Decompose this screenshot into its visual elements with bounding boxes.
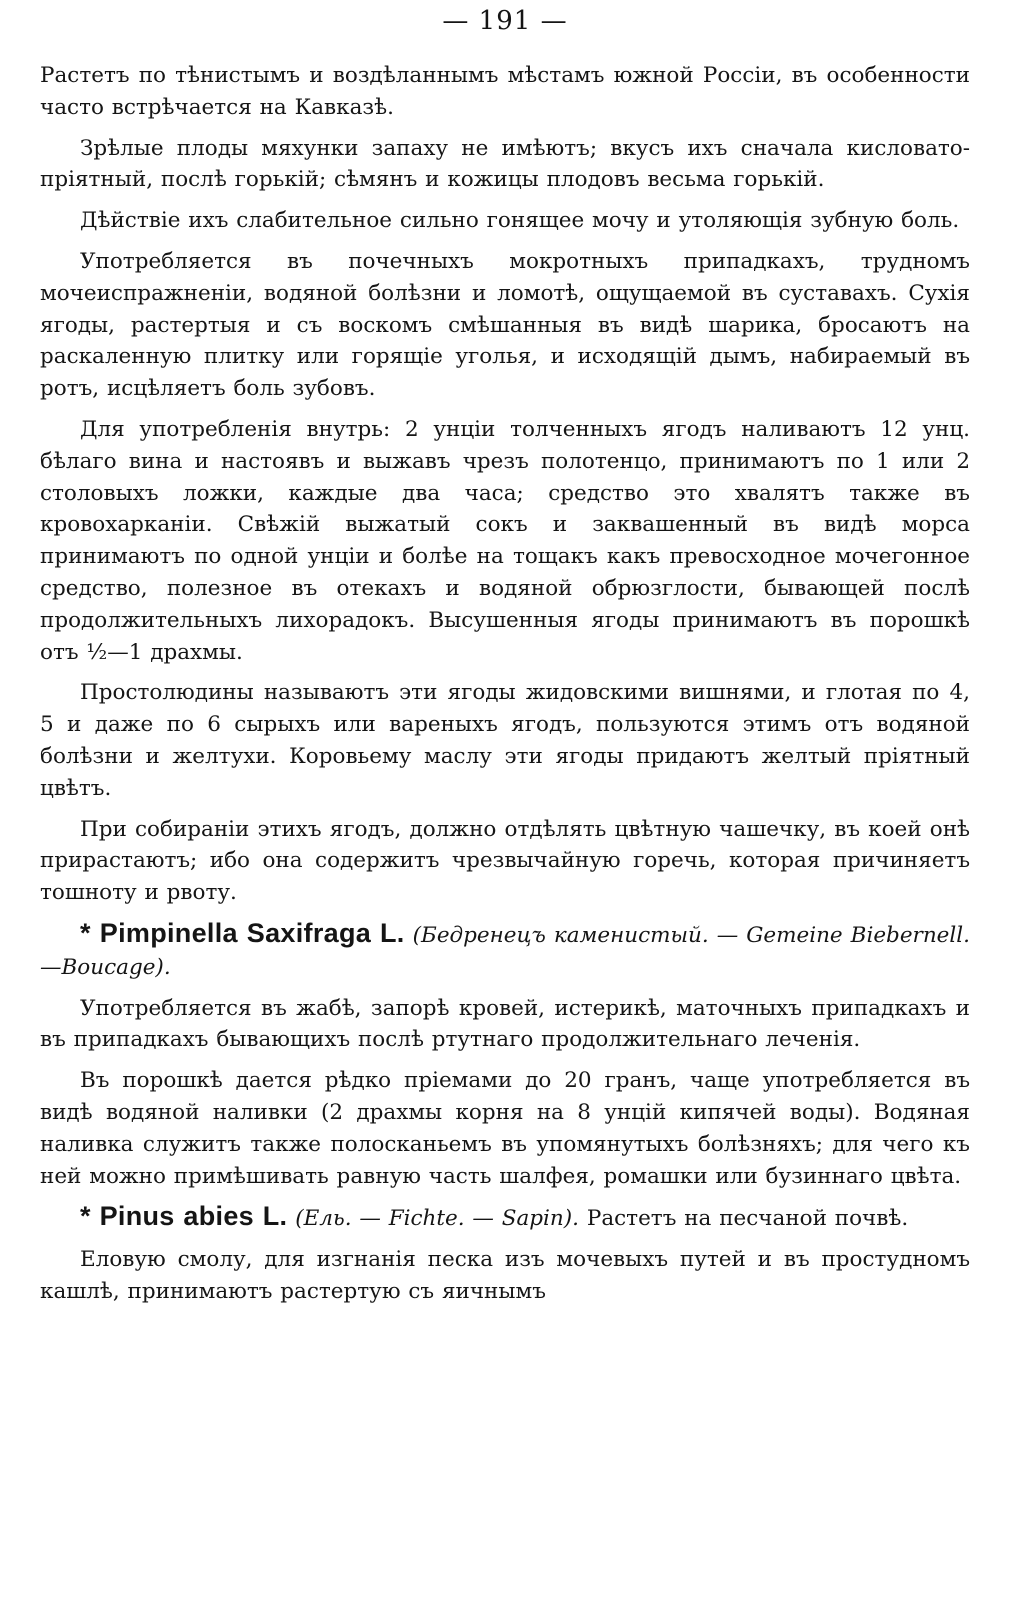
page-number: — 191 — [442,6,568,36]
entry-heading-pimpinella [40,918,970,984]
document-page [40,0,970,1317]
paragraph-pimpinella-usage: Употребляется въ жабѣ, запорѣ кровей, истерикѣ, маточныхъ припадкахъ и въ припадкахъ бывающихъ послѣ ртутнаго продолжительнаго леченія. [40,995,970,1053]
entry-latin-name: * Pinus abies L. [80,1201,288,1232]
paragraph-action: Дѣйствіе ихъ слабительное сильно гонящее мочу и утоляющія зубную боль. [80,208,960,234]
entry-heading-pinus [40,1201,970,1235]
entry-habitat: Растетъ на песчаной почвѣ. [586,1206,909,1232]
entry-synonyms: (Бедренецъ каменистый. — Gemeine Biebernell.—Boucage). [40,922,970,980]
paragraph-pinus-usage: Еловую смолу, для изгнанія песка изъ мочевыхъ путей и въ простудномъ кашлѣ, принимаютъ растертую съ яичнымъ [40,1247,970,1304]
entry-synonyms: (Ель. — Fichte. — Sapin). [295,1206,580,1232]
paragraph-taste: Зрѣлые плоды мяхунки запаху не имѣютъ; вкусъ ихъ сначала кисловато-пріятный, послѣ горькій; сѣмянъ и кожицы плодовъ весьма горькій. [40,135,970,193]
paragraph-internal-use: Для употребленія внутрь: 2 унціи толченныхъ ягодъ наливаютъ 12 унц. бѣлаго вина и настоявъ и выжавъ чрезъ полотенцо, принимаютъ по 1 или 2 столовыхъ ложки, каждые два часа; средство это хвалятъ также въ кровохарканіи. Свѣжій выжатый сокъ и заквашенный въ видѣ морса принимаютъ по одной унціи и болѣе на тощакъ какъ превосходное мочегонное средство, полезное въ отекахъ и водяной обрюзглости, бывающей послѣ продолжительныхъ лихорадокъ. Высушенныя ягоды принимаютъ въ порошкѣ отъ ½—1 драхмы. [40,416,970,665]
paragraph-folk-use: Простолюдины называютъ эти ягоды жидовскими вишнями, и глотая по 4, 5 и даже по 6 сырыхъ или вареныхъ ягодъ, пользуются этимъ отъ водяной болѣзни и желтухи. Коровьему маслу эти ягоды придаютъ желтый пріятный цвѣтъ. [40,680,970,801]
entry-latin-name: * Pimpinella Saxifraga L. [80,917,405,948]
paragraph-pimpinella-dosage: Въ порошкѣ дается рѣдко пріемами до 20 гранъ, чаще употребляется въ видѣ водяной наливки (2 драхмы корня на 8 унцій кипячей воды). Водяная наливка служитъ также полосканьемъ въ упомянутыхъ болѣзняхъ; для чего къ ней можно примѣшивать равную часть шалфея, ромашки или бузиннаго цвѣта. [40,1068,970,1189]
paragraph-usage: Употребляется въ почечныхъ мокротныхъ припадкахъ, трудномъ мочеиспражненіи, водяной болѣзни и ломотѣ, ощущаемой въ суставахъ. Сухія ягоды, растертыя и съ воскомъ смѣшанныя въ видѣ шарика, бросаютъ на раскаленную плитку или горящіе уголья, и исходящій дымъ, набираемый въ ротъ, исцѣляетъ боль зубовъ. [40,248,970,402]
paragraph-habitat: Растетъ по тѣнистымъ и воздѣланнымъ мѣстамъ южной Россіи, въ особенности часто встрѣчается на Кавказѣ. [40,63,970,120]
paragraph-collecting: При собираніи этихъ ягодъ, должно отдѣлять цвѣтную чашечку, въ коей онѣ прирастаютъ; ибо она содержитъ чрезвычайную горечь, которая причиняетъ тошноту и рвоту. [40,816,970,906]
